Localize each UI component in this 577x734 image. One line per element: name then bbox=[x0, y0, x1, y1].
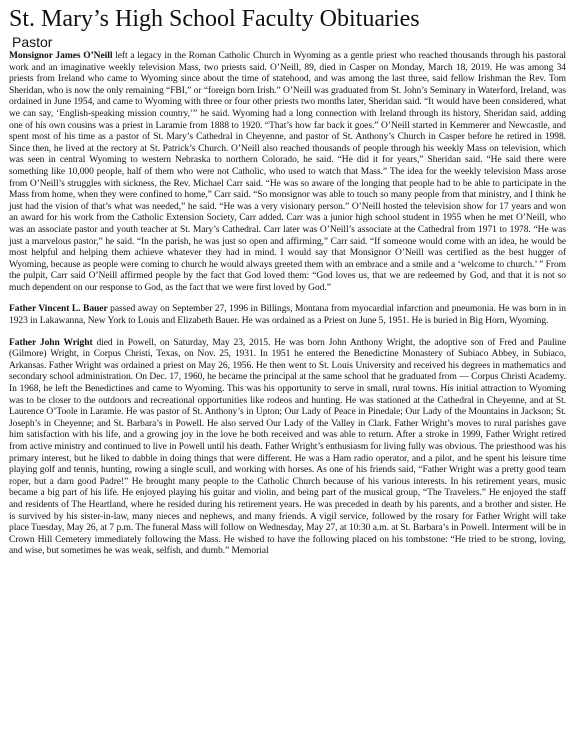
obituary-name: Monsignor James O’Neill bbox=[9, 51, 113, 61]
section-heading: Pastor bbox=[12, 34, 53, 50]
page-title: St. Mary’s High School Faculty Obituaries bbox=[9, 6, 420, 32]
obituary-name: Father John Wright bbox=[9, 337, 93, 348]
obituary-entry bbox=[9, 51, 566, 294]
obituary-text: died in Powell, on Saturday, May 23, 2015. He was born John Anthony Wright, the adoptive son of Fred and Pauline (Gilmore) Wright, in Corpus Christi, Texas, on Nov. 25, 1931. In 1951 he entered the Benedictine Monastery of Subiaco Abbey, in Subiaco, Arkansas. Father Wright was ordained a priest on May 26, 1956. He then went to St. Louis University and received his degrees in mathematics and secondary school administration. On Dec. 17, 1960, he became the principal at the same school that he graduated from — Corpus Christi Academy. In 1968, he left the Benedictines and came to Wyoming. This was his opportunity to serve in small, rural towns. His initial attraction to Wyoming was to be closer to the outdoors and recreational opportunities like rodeos and hunting. He was stationed at the Cathedral in Cheyenne, and at St. Laurence O’Toole in Laramie. He was pastor of St. Anthony’s in Upton; Our Lady of Peace in Pinedale; Our Lady of the Mountains in Jackson; St. Joseph’s in Cheyenne; and St. Barbara’s in Powell. He also served Our Lady of the Valley in Clark. Father Wright’s moves to rural parishes gave him satisfaction with his life, and a growing joy in the love he both received and was able to return. After a stroke in 1999, Father Wright retired from active ministry and continued to live in Powell until his death. Father Wright’s enthusiasm for living fully was obvious. The priesthood was his primary interest, but he liked to dabble in doing things that were different. He was a Ham radio operator, and a pilot, and he spent his leisure time playing golf and tennis, hunting, rowing a single scull, and working with horses. As one of his friends said, “Father Wright was a pretty good team roper, but a darn good Padre!” He brought many people to the Catholic Church because of his various interests. In his retirement years, music became a big part of his life. He enjoyed playing his guitar and violin, and being part of the musical group, “The Travelers.” He enjoyed the staff and residents of The Heartland, where he resided during his retirement years. He was preceded in death by his parents, and a brother and sister. He is survived by his sister-in-law, many nieces and nephews, and many friends. A vigil service, followed by the rosary for Father Wright will take place Tuesday, May 26, at 7 p.m. The funeral Mass will follow on Wednesday, May 27, at 10:30 a.m. at St. Barbara’s in Powell. Interment will be in Crown Hill Cemetery immediately following the Mass. He wished to have the following placed on his tombstone: “He tried to be strong, loving, and wise, but sometimes he was weak, selfish, and dumb.” Memorial bbox=[9, 337, 566, 557]
obituary-text: passed away on September 27, 1996 in Billings, Montana from myocardial infarction and pneumonia. He was born in in 1923 in Lakawanna, New York to Louis and Elizabeth Bauer. He was ordained as a Priest on June 5, 1951. He is buried in Big Horn, Wyoming. bbox=[9, 304, 566, 327]
obituary-entry bbox=[9, 304, 566, 327]
obituary-name: Father Vincent L. Bauer bbox=[9, 304, 108, 315]
obituary-text: left a legacy in the Roman Catholic Church in Wyoming as a gentle priest who reached thousands through his pastoral work and an imaginative weekly television Mass, two priests said. O’Neill, 89, died in Casper on Monday, March 18, 2019. He was among 34 priests from Ireland who came to Wyoming since about the time of statehood, and was among the last three, said fellow Irishman the Rev. Tom Sheridan, who is now the only remaining “FBI,” or “foreign born Irish.” O’Neill was graduated from St. John’s Seminary in Waterford, Ireland, was ordained in June 1954, and came to Wyoming with three or four other priests two months later, Sheridan said. “It would have been considered, what we can say, ‘English-speaking mission country,’” he said. Wyoming had a long connection with Ireland through its history, Sheridan said, adding one of his own cousins was a priest in Laramie from 1888 to 1920. “That’s how far back it goes.” O’Neill started in Kemmerer and Newcastle, and spent most of his time as a pastor of St. Mary’s Cathedral in Cheyenne, and pastor of St. Anthony’s Church in Casper before he retired in 1998. Since then, he lived at the rectory at St. Patrick’s Church. O’Neill also reached thousands of people through his weekly Mass on television, which was seen in central Wyoming to western Nebraska to northern Colorado, he said. “He did it for years,” Sheridan said. “He said there were something like 10,000 people, half of them who were not Catholic, who used to watch that Mass.” The idea for the weekly television Mass arose from O’Neill’s struggles with sickness, the Rev. Michael Carr said. “He was so aware of the longing that people had to be able to participate in the Mass from home, when they were confined to home,” Carr said. “So monsignor was able to touch so many people from that ministry, and I think he just had the vision of that’s what was needed,” he said. “He was a very visionary person.” O’Neill hosted the television show for 17 years and won an award for his work from the Catholic Extension Society, Carr added. Carr was a junior high school student in 1955 when he met O’Neill, who was an associate pastor and youth teacher at St. Mary’s Cathedral. Carr later was O’Neill’s associate at the Cathedral from 1971 to 1978. “He was just a marvelous pastor,” he said. “In the parish, he was just so open and affirming,” Carr said. “If someone would come with an idea, he would be most helpful and helping them achieve whatever they had in mind. I would say that Monsignor O’Neill was certified as the best hugger of Wyoming, because as people were coming to church he would always greeted them with an embrace and a smile and a ‘welcome to church.’ ” From the pulpit, Carr said O’Neill affirmed people by the fact that God loved them: “God loves us, that we are redeemed by God, and that it is not so much dependent on our response to God, as the fact that we were first loved by God.” bbox=[9, 51, 567, 293]
obituary-entry bbox=[9, 338, 566, 558]
